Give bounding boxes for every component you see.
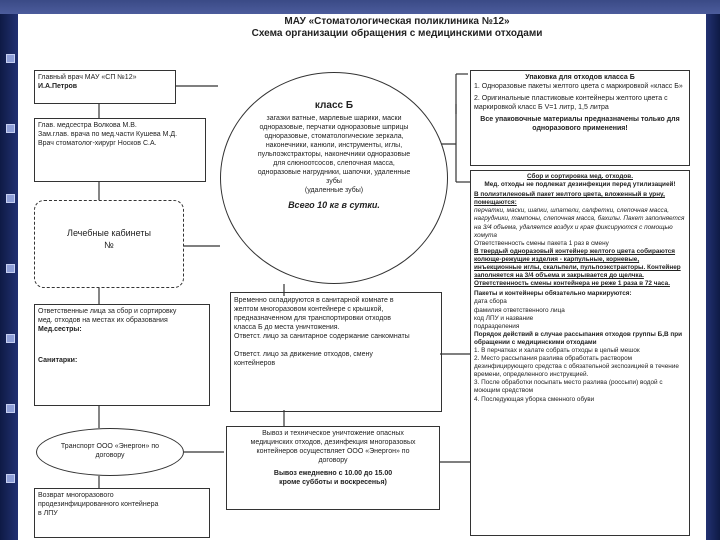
- rooms-number: №: [104, 240, 114, 250]
- disposal-line-1: Вывоз и техническое уничтожение опасных: [262, 430, 404, 437]
- chief-doctor-box: [34, 70, 176, 104]
- class-b-extra: (удаленные зубы): [304, 187, 364, 194]
- storage-line-5: Ответст. лицо за санитарное содержание санкомнаты: [234, 333, 410, 340]
- spill-step-1: 1. В перчатках и халате собрать отходы в целый мешок: [474, 346, 640, 354]
- marking-division: подразделения: [474, 322, 520, 330]
- top-band: [0, 0, 720, 14]
- bag-contents: перчатки, маски, шапки, шпатели, салфетки, слепочная масса, нагрудники, тампоны, слепочная масса, бахилы. Пакет заполняется на 3/4 объема, удаляется воздух и края фиксируются с помощью хомута: [474, 207, 685, 239]
- disposal-line-5: Вывоз ежедневно с 10.00 до 15.00: [273, 470, 393, 477]
- bag-heading: В полиэтиленовый пакет желтого цвета, вложенный в урну, помещаются:: [474, 191, 665, 207]
- container-heading: В твердый одноразовый контейнер желтого цвета собираются колюще-режущие изделия - карпульные, корневые, инъекционные иглы, скальпели, пульпоэкстракторы. Контейнер заполняется на 3/4 объема и закрывается до щелчка. Ответственность смены контейнера не реже 1 раза в 72 часа.: [474, 247, 681, 288]
- marking-heading: Пакеты и контейнеры обязательно маркируются:: [474, 290, 632, 298]
- responsible-line-1: Ответственные лица за сбор и сортировку: [38, 308, 177, 315]
- disposal-line-3: контейнеров осуществляет ООО «Энергон» по: [256, 448, 410, 455]
- staff-box: [34, 118, 206, 182]
- bag-responsibility: Ответственность смены пакета 1 раз в смену: [474, 239, 609, 247]
- disposal-line-2: медицинских отходов, дезинфекция многоразовых: [250, 439, 416, 446]
- disposal-line-4: договору: [318, 457, 348, 464]
- transport-ellipse: [36, 428, 184, 476]
- cleaners-label: Санитарки:: [38, 357, 78, 364]
- transport-line-1: Транспорт ООО «Энергон» по: [60, 443, 160, 450]
- storage-line-4: класса Б до места уничтожения.: [234, 324, 340, 331]
- packaging-box: [470, 70, 690, 166]
- left-side-panel: [0, 14, 18, 540]
- marking-date: дата сбора: [474, 298, 507, 306]
- staff-line-2: Зам.глав. врача по мед.части Кушева М.Д.: [38, 131, 178, 138]
- class-b-items: загазки ватные, марлевые шарики, маски одноразовые, перчатки одноразовые шприцы одноразовые, стоматологические зеркала, наконечники, канюли, инструменты, иглы, пульпоэкстракторы, наконечники одноразовые для слюноотсосов, слепочная масса, одноразовые нагрудники, шапочки, удаленные зубы: [257, 115, 411, 185]
- spill-step-4: 4. Последующая уборка сменного обуви: [474, 395, 595, 403]
- chief-title: Главный врач МАУ «СП №12»: [38, 74, 137, 81]
- bullet-square: [6, 54, 15, 63]
- spill-step-3: 3. После обработки посыпать место разлива (россыпи) водой с моющим средством: [474, 379, 663, 395]
- storage-line-6: Ответст. лицо за движение отходов, смену: [234, 351, 373, 358]
- return-line-2: продезинфицированного контейнера: [38, 501, 159, 508]
- storage-line-7: контейнеров: [234, 360, 276, 367]
- bullet-square: [6, 404, 15, 413]
- bullet-square: [6, 194, 15, 203]
- return-line-1: Возврат многоразового: [38, 492, 114, 499]
- title-line-1: МАУ «Стоматологическая поликлиника №12»: [284, 16, 510, 27]
- title-line-2: Схема организации обращения с медицинскими отходами: [251, 28, 543, 39]
- disposal-line-6: кроме субботы и воскресенья): [279, 479, 387, 486]
- container-return-box: [34, 488, 210, 538]
- scheme-sheet: [22, 14, 706, 540]
- bullet-square: [6, 474, 15, 483]
- rooms-label: Лечебные кабинеты: [67, 228, 151, 238]
- spill-heading: Порядок действий в случае рассыпания отходов группы Б,В при обращении с медицинскими отходами: [474, 330, 683, 346]
- packaging-item-2: 2. Оригинальные пластиковые контейнеры желтого цвета с маркировкой класс Б V=1 литр, 1,5 литра: [474, 95, 668, 111]
- collection-title-2: Мед. отходы не подлежат дезинфекции перед утилизацией!: [484, 181, 676, 189]
- marking-name: фамилия ответственного лица: [474, 306, 565, 314]
- bullet-square: [6, 334, 15, 343]
- treatment-rooms-box: [34, 200, 184, 288]
- packaging-note: Все упаковочные материалы предназначены только для одноразового применения!: [480, 116, 680, 132]
- responsible-persons-box: [34, 304, 210, 406]
- class-b-ellipse: [220, 72, 448, 284]
- staff-line-1: Глав. медсестра Волкова М.В.: [38, 122, 137, 129]
- storage-line-1: Временно складируются в санитарной комнате в: [234, 297, 394, 304]
- chief-name: И.А.Петров: [38, 83, 78, 90]
- collection-box: [470, 170, 690, 536]
- class-b-total: Всего 10 кг в сутки.: [288, 200, 380, 210]
- staff-line-3: Врач стоматолог-хирург Носков С.А.: [38, 140, 157, 147]
- packaging-item-1: 1. Одноразовые пакеты желтого цвета с маркировкой «класс Б»: [474, 83, 683, 90]
- storage-frame: [230, 292, 442, 412]
- packaging-title: Упаковка для отходов класса Б: [525, 74, 635, 81]
- right-side-panel: [706, 14, 720, 540]
- class-b-title: класс Б: [314, 100, 354, 111]
- bullet-square: [6, 124, 15, 133]
- nurses-label: Мед.сестры:: [38, 326, 82, 333]
- spill-step-2: 2. Место рассыпания разлива обработать раствором дезинфицирующего средства с обязательной экспозицией в течение времени, определенного инструкцией.: [474, 355, 679, 379]
- marking-code: код ЛПУ и название: [474, 314, 534, 322]
- transport-line-2: договору: [95, 452, 125, 459]
- collection-title-1: Сбор и сортировка мед. отходов.: [526, 173, 633, 180]
- responsible-line-2: мед. отходов на местах их образования: [38, 317, 168, 324]
- bullet-square: [6, 264, 15, 273]
- return-line-3: в ЛПУ: [38, 510, 58, 517]
- disposal-box: [226, 426, 440, 510]
- storage-line-2: желтом многоразовом контейнере с крышкой,: [234, 306, 384, 313]
- storage-line-3: предназначенном для транспортировки отходов: [234, 315, 391, 322]
